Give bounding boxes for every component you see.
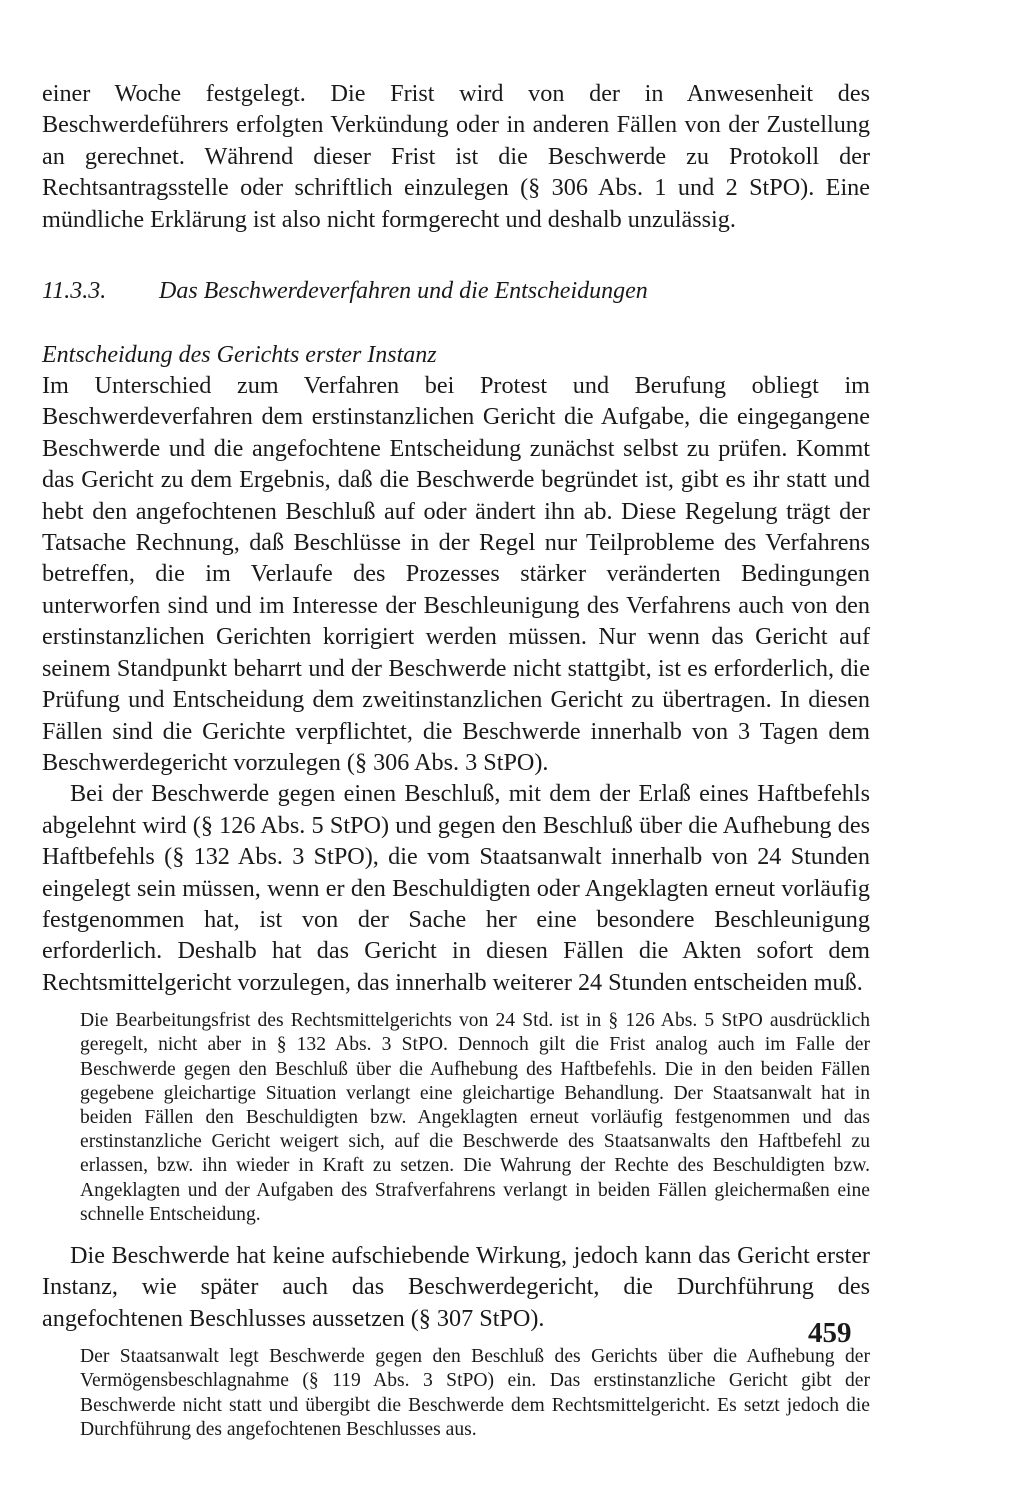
paragraph-2: Bei der Beschwerde gegen einen Beschluß, mit dem der Erlaß eines Haftbefehls abgelehnt wird (§ 126 Abs. 5 StPO) und gegen den Beschluß über die Aufhebung des Haftbefehls (§ 132 Abs. 3 StPO), die vom Staatsanwalt innerhalb von 24 Stunden eingelegt sein müssen, wenn er den Beschuldigten oder Angeklagten erneut vorläufig festgenommen hat, ist von der Sache her eine besondere Beschleunigung erforderlich. Deshalb hat das Gericht in diesen Fällen die Akten sofort dem Rechtsmittelgericht vorzulegen, das innerhalb weiterer 24 Stunden entscheiden muß. bbox=[42, 780, 870, 996]
note-1: Die Bearbeitungsfrist des Rechtsmittelgerichts von 24 Std. ist in § 126 Abs. 5 StPO ausdrücklich geregelt, nicht aber in § 132 Abs. 3 StPO. Dennoch gilt die Frist analog auch im Falle der Beschwerde gegen den Beschluß über die Aufhebung des Haftbefehls. Die in den beiden Fällen gegebene gleichartige Situation verlangt eine gleichartige Behandlung. Der Staatsanwalt hat in beiden Fällen den Beschuldigten bzw. Angeklagten erneut vorläufig festgenommen und das erstinstanzliche Gericht weigert sich, auf die Beschwerde des Staatsanwalts den Haftbefehl zu erlassen, bzw. ihn wieder in Kraft zu setzen. Die Wahrung der Rechte des Beschuldigten bzw. Angeklagten und der Aufgaben des Strafverfahrens verlangt in beiden Fällen gleichermaßen eine schnelle Entscheidung. bbox=[80, 1010, 870, 1225]
opening-paragraph: einer Woche festgelegt. Die Frist wird von der in Anwesenheit des Beschwerdeführers erfolgten Verkündung oder in anderen Fällen von der Zustellung an gerechnet. Während dieser Frist ist die Beschwerde zu Protokoll der Rechtsantragsstelle oder schriftlich einzulegen (§ 306 Abs. 1 und 2 StPO). Eine mündliche Erklärung ist also nicht formgerecht und deshalb unzulässig. bbox=[42, 80, 870, 233]
book-page bbox=[42, 78, 870, 1442]
section-number: 11.3.3. bbox=[42, 278, 107, 305]
page-number: 459 bbox=[808, 1317, 852, 1349]
paragraph-3: Die Beschwerde hat keine aufschiebende Wirkung, jedoch kann das Gericht erster Instanz, wie später auch das Beschwerdegericht, die Durchführung des angefochtenen Beschlusses aussetzen (§ 307 StPO). bbox=[42, 1241, 870, 1332]
subsection-title: Entscheidung des Gerichts erster Instanz bbox=[42, 342, 437, 369]
section-heading bbox=[42, 276, 870, 306]
note-2: Der Staatsanwalt legt Beschwerde gegen den Beschluß des Gerichts über die Aufhebung der Vermögensbeschlagnahme (§ 119 Abs. 3 StPO) ein. Das erstinstanzliche Gericht gibt der Beschwerde nicht statt und übergibt die Beschwerde dem Rechtsmittelgericht. Es setzt jedoch die Durchführung des angefochtenen Beschlusses aus. bbox=[80, 1346, 870, 1440]
section-title: Das Beschwerdeverfahren und die Entscheidungen bbox=[159, 278, 648, 305]
paragraph-1: Im Unterschied zum Verfahren bei Protest und Berufung obliegt im Beschwerdeverfahren dem erstinstanzlichen Gericht die Aufgabe, die eingegangene Beschwerde und die angefochtene Entscheidung zunächst selbst zu prüfen. Kommt das Gericht zu dem Ergebnis, daß die Beschwerde begründet ist, gibt es ihr statt und hebt den angefochtenen Beschluß auf oder ändert ihn ab. Diese Regelung trägt der Tatsache Rechnung, daß Beschlüsse in der Regel nur Teilprobleme des Verfahrens betreffen, die im Verlaufe des Prozesses stärker veränderten Bedingungen unterworfen sind und im Interesse der Beschleunigung des Verfahrens auch von den erstinstanzlichen Gerichten korrigiert werden müssen. Nur wenn das Gericht auf seinem Standpunkt beharrt und der Beschwerde nicht stattgibt, ist es erforderlich, die Prüfung und Entscheidung dem zweitinstanzlichen Gericht zu übertragen. In diesen Fällen sind die Gerichte verpflichtet, die Beschwerde innerhalb von 3 Tagen dem Beschwerdegericht vorzulegen (§ 306 Abs. 3 StPO). bbox=[42, 372, 870, 776]
